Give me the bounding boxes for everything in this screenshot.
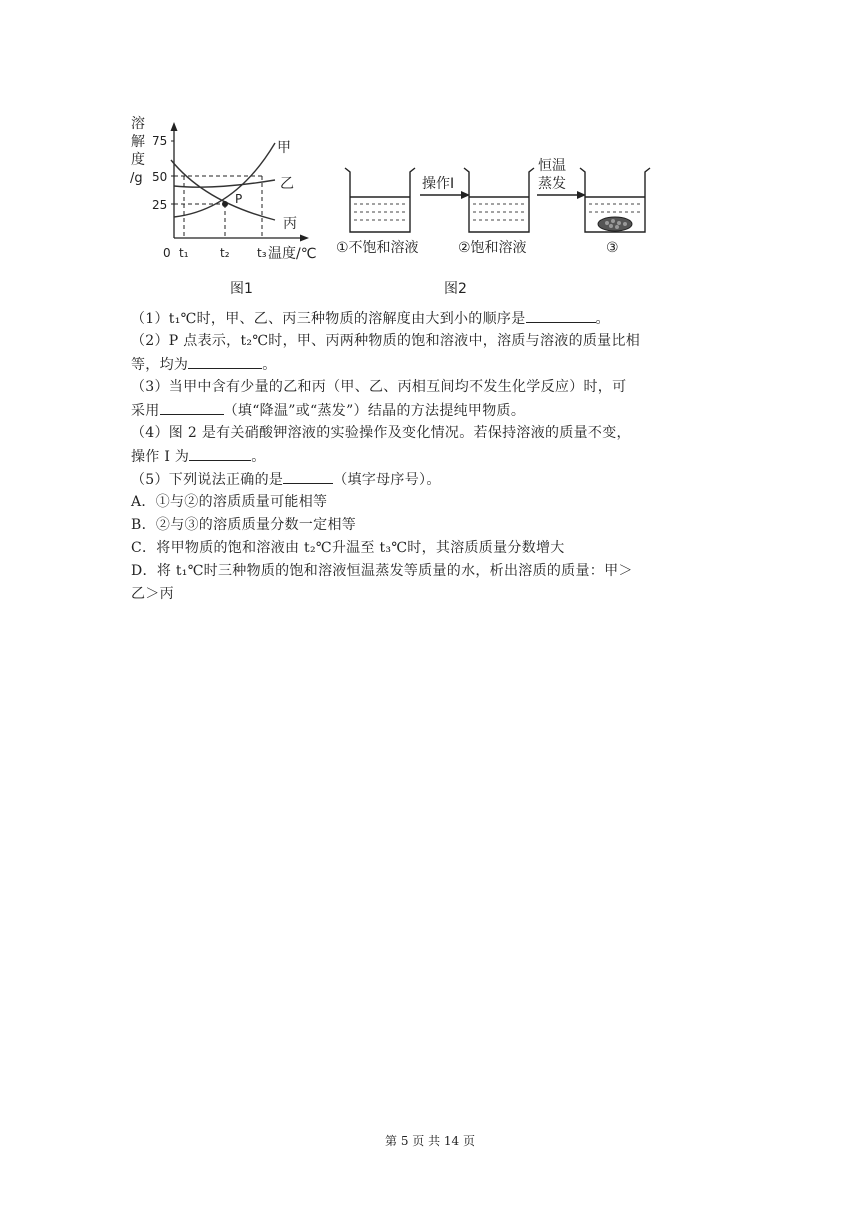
question-1-text: （1）t₁℃时，甲、乙、丙三种物质的溶解度由大到小的顺序是 xyxy=(131,311,526,327)
curve-label-bing: 丙 xyxy=(283,216,297,232)
x-axis-arrow xyxy=(300,235,309,242)
question-4-line-1: （4）图 2 是有关硝酸钾溶液的实验操作及变化情况。若保持溶液的质量不变， xyxy=(131,425,631,441)
answer-blank-2[interactable] xyxy=(188,354,262,369)
beaker-3-label: ③ xyxy=(606,240,619,256)
y-tick-75: 75 xyxy=(152,134,168,148)
page-footer: 第 5 页 共 14 页 xyxy=(385,1134,475,1148)
curve-bing xyxy=(171,160,275,220)
question-3-line-2: 采用 （填“降温”或“蒸发”）结晶的方法提纯甲物质。 xyxy=(131,400,525,421)
question-2-line-2: 等，均为 。 xyxy=(131,354,277,375)
answer-blank-1[interactable] xyxy=(526,308,596,323)
x-tick-t3: t₃ xyxy=(257,246,267,260)
question-1: （1）t₁℃时，甲、乙、丙三种物质的溶解度由大到小的顺序是 。 xyxy=(131,308,610,329)
dashed-guides xyxy=(174,176,262,238)
y-tick-25: 25 xyxy=(152,198,168,212)
arrow-2-label-line-1: 恒温 xyxy=(538,158,566,174)
y-axis-label-1: 溶 xyxy=(131,116,145,132)
question-5: （5）下列说法正确的是 （填字母序号）。 xyxy=(131,469,441,490)
point-p-label: P xyxy=(235,192,243,206)
option-c: C．将甲物质的饱和溶液由 t₂℃升温至 t₃℃时，其溶质质量分数增大 xyxy=(131,540,565,556)
arrow-2-label-line-2: 蒸发 xyxy=(538,176,566,192)
answer-blank-5[interactable] xyxy=(283,469,333,484)
curve-label-yi: 乙 xyxy=(280,176,294,192)
x-tick-t1: t₁ xyxy=(179,246,189,260)
y-axis-arrow xyxy=(171,122,178,131)
curve-label-jia: 甲 xyxy=(277,140,291,156)
figure-2-beakers xyxy=(332,150,657,300)
question-2-line-1: （2）P 点表示，t₂℃时，甲、丙两种物质的饱和溶液中，溶质与溶液的质量比相 xyxy=(131,333,641,349)
figure-1-caption: 图1 xyxy=(230,281,253,297)
point-p xyxy=(222,201,228,207)
beaker-1-label: ①不饱和溶液 xyxy=(336,240,419,256)
arrow-1-label: 操作I xyxy=(422,176,455,192)
beaker-2 xyxy=(464,168,534,232)
question-3-line-1: （3）当甲中含有少量的乙和丙（甲、乙、丙相互间均不发生化学反应）时，可 xyxy=(131,379,627,395)
beaker-2-label: ②饱和溶液 xyxy=(458,240,527,256)
y-tick-50: 50 xyxy=(152,170,168,184)
y-axis-label-2: 解 xyxy=(131,134,145,150)
figure-1-solubility-chart xyxy=(125,110,340,300)
y-axis-label-3: 度 xyxy=(131,152,145,168)
curve-yi xyxy=(174,180,275,187)
x-axis-label: 温度/℃ xyxy=(268,246,317,262)
beaker-1 xyxy=(345,168,415,232)
answer-blank-4[interactable] xyxy=(189,446,251,461)
option-b: B．②与③的溶质质量分数一定相等 xyxy=(131,517,357,533)
figure-2-caption: 图2 xyxy=(444,281,467,297)
option-a: A．①与②的溶质质量可能相等 xyxy=(131,494,328,510)
question-4-line-2: 操作 I 为 。 xyxy=(131,446,266,467)
origin-label: 0 xyxy=(163,246,171,260)
answer-blank-3[interactable] xyxy=(160,400,224,415)
x-tick-t2: t₂ xyxy=(220,246,230,260)
option-d-line-2: 乙＞丙 xyxy=(131,586,174,602)
option-d-line-1: D．将 t₁℃时三种物质的饱和溶液恒温蒸发等质量的水，析出溶质的质量：甲＞ xyxy=(131,563,633,579)
y-axis-label-4: /g xyxy=(130,171,143,186)
